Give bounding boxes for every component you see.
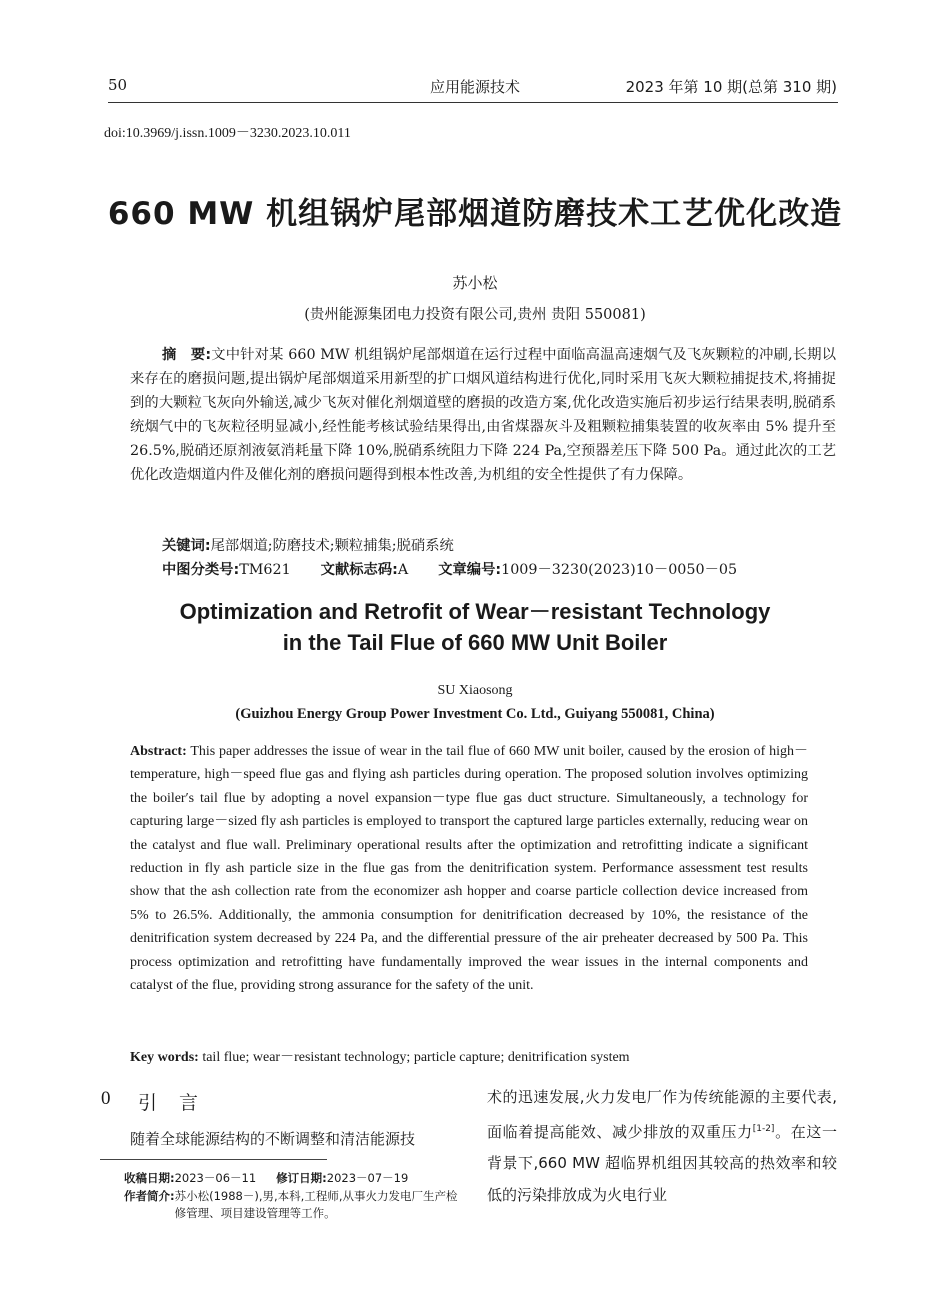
english-title — [0, 596, 950, 658]
body-text-right — [487, 1082, 837, 1211]
english-abstract-text: This paper addresses the issue of wear in the tail flue of 660 MW unit boiler, caused by the erosion of high－temperature, high－speed flue gas and flying ash particles during operation. The proposed solution involves optimizing the boiler′s tail flue by adopting a novel expansion－type flue gas duct structure. Simultaneously, a technology for capturing large－sized fly ash particles is employed to transport the captured large particles externally, reducing wear on the catalyst and flue wall. Preliminary operational results after the optimization and retrofitting indicate a significant reduction in fly ash particle size in the flue gas from the denitrification system. Performance assessment test results show that the ash collection rate from the economizer ash hopper and coarse particle collection device increased from 5% to 26.5%. Additionally, the ammonia consumption for denitrification decreased by 10%, the resistance of the denitrification system decreased by 224 Pa, and the differential pressure of the air preheater decreased by 500 Pa. This process optimization and retrofitting have fundamentally improved the wear issues in the internal components and catalyst of the flue, providing strong assurance for the safety of the unit. — [130, 744, 809, 994]
footnote — [124, 1170, 459, 1223]
page-number: 50 — [108, 76, 128, 94]
english-keywords-text: tail flue; wear－resistant technology; particle capture; denitrification system — [202, 1050, 630, 1065]
doc-code-label: 文献标志码: — [320, 562, 398, 578]
article-no-value: 1009－3230(2023)10－0050－05 — [501, 562, 738, 578]
footnote-bio — [124, 1188, 459, 1223]
body-text-left: 随着全球能源结构的不断调整和清洁能源技 — [130, 1130, 416, 1148]
clc-label: 中图分类号: — [162, 562, 240, 578]
journal-name: 应用能源技术 — [429, 78, 520, 96]
chinese-keywords — [162, 535, 454, 555]
received-date: 2023－06－11 — [174, 1171, 257, 1185]
bio-text: 苏小松(1988－),男,本科,工程师,从事火力发电厂生产检修管理、项目建设管理等工作。 — [174, 1188, 458, 1220]
article-no-label: 文章编号: — [438, 562, 502, 578]
clc-value: TM621 — [239, 562, 291, 578]
received-label: 收稿日期: — [124, 1171, 175, 1185]
bio-label: 作者简介: — [124, 1188, 175, 1203]
english-title-line1: Optimization and Retrofit of Wear－resistant Technology — [179, 599, 771, 624]
footnote-dates — [124, 1170, 459, 1188]
chinese-author: 苏小松 — [452, 274, 498, 292]
english-affiliation: (Guizhou Energy Group Power Investment Co. Ltd., Guiyang 550081, China) — [235, 706, 715, 722]
revised-label: 修订日期: — [276, 1171, 327, 1185]
classification-line — [162, 559, 737, 579]
footnote-rule — [100, 1159, 327, 1160]
section-number: 0 — [101, 1088, 111, 1109]
english-keywords-label: Key words: — [130, 1050, 199, 1065]
body-text-right-b: 。在这一背景下,660 MW 超临界机组因其较高的热效率和较低的污染排放成为火电行业 — [487, 1122, 837, 1204]
header-rule — [108, 102, 838, 103]
chinese-keywords-text: 尾部烟道;防磨技术;颗粒捕集;脱硝系统 — [210, 538, 454, 554]
citation[interactable]: [1-2] — [752, 1123, 775, 1134]
chinese-abstract-text: 文中针对某 660 MW 机组锅炉尾部烟道在运行过程中面临高温高速烟气及飞灰颗粒的冲刷,长期以来存在的磨损问题,提出锅炉尾部烟道采用新型的扩口烟风道结构进行优化,同时采用飞灰大颗粒捕捉技术,将捕捉到的大颗粒飞灰向外输送,减少飞灰对催化剂烟道壁的磨损的改造方案,优化改造实施后初步运行结果表明,脱硝系统烟气中的飞灰粒径明显减小,经性能考核试验结果得出,由省煤器灰斗及粗颗粒捕集装置的收灰率由 5% 提升至 26.5%,脱硝还原剂液氨消耗量下降 10%,脱硝系统阻力下降 224 Pa,空预器差压下降 500 Pa。通过此次的工艺优化改造烟道内件及催化剂的磨损问题得到根本性改善,为机组的安全性提供了有力保障。 — [130, 347, 837, 483]
chinese-abstract-label: 摘 要: — [162, 347, 212, 363]
english-abstract — [130, 740, 808, 997]
issue-info: 2023 年第 10 期(总第 310 期) — [625, 78, 837, 96]
english-abstract-label: Abstract: — [130, 744, 187, 759]
section-title: 引言 — [138, 1092, 221, 1114]
doc-code-value: A — [397, 562, 409, 578]
body-text-right-a: 术的迅速发展,火力发电厂作为传统能源的主要代表,面临着提高能效、减少排放的双重压力 — [487, 1088, 837, 1141]
doi[interactable]: doi:10.3969/j.issn.1009－3230.2023.10.011 — [104, 126, 351, 141]
revised-date: 2023－07－19 — [326, 1171, 409, 1185]
chinese-keywords-label: 关键词: — [162, 538, 211, 554]
english-title-line2: in the Tail Flue of 660 MW Unit Boiler — [282, 630, 668, 655]
english-keywords — [130, 1046, 630, 1066]
chinese-title: 660 MW 机组锅炉尾部烟道防磨技术工艺优化改造 — [107, 196, 843, 232]
chinese-abstract — [130, 343, 836, 487]
chinese-affiliation: (贵州能源集团电力投资有限公司,贵州 贵阳 550081) — [304, 307, 646, 323]
english-author: SU Xiaosong — [437, 683, 513, 698]
